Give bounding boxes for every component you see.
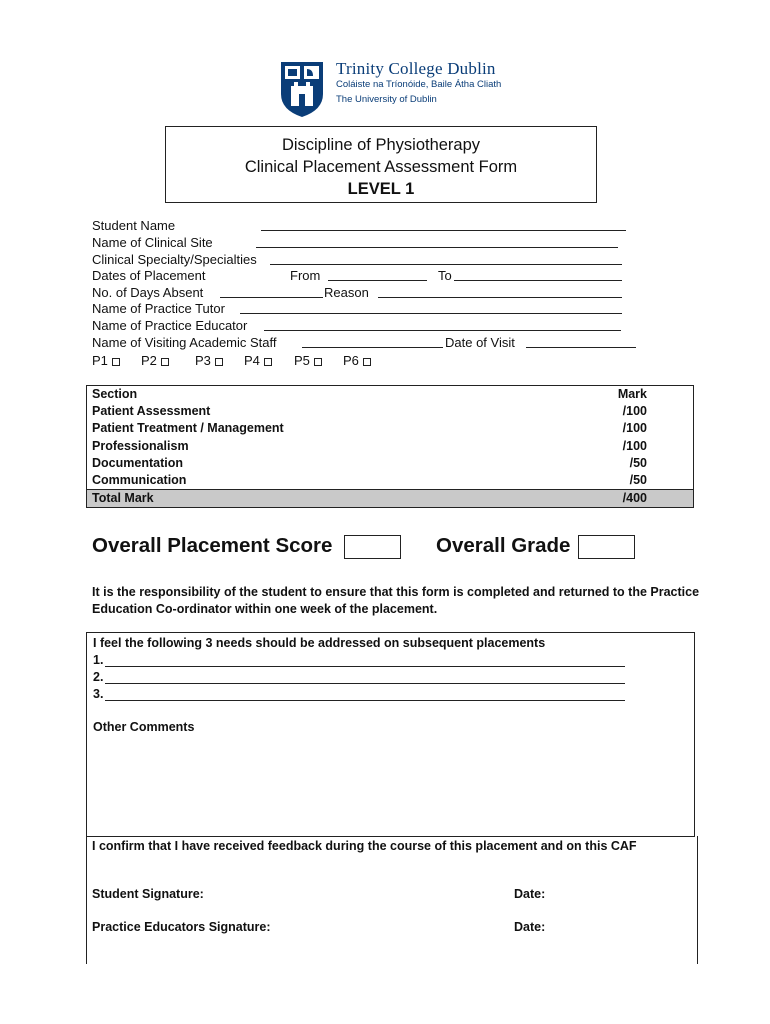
left-border-line xyxy=(86,836,87,964)
to-line[interactable] xyxy=(454,280,622,281)
p3-checkbox[interactable] xyxy=(215,358,223,366)
table-row xyxy=(87,438,693,455)
reason-label: Reason xyxy=(324,285,369,300)
clinical-site-line[interactable] xyxy=(256,247,618,248)
p4-checkbox[interactable] xyxy=(264,358,272,366)
logo-university: The University of Dublin xyxy=(336,94,437,105)
clinical-site-field[interactable] xyxy=(92,235,213,251)
from-label: From xyxy=(290,268,321,283)
form-title-box xyxy=(165,126,597,203)
feedback-confirmation: I confirm that I have received feedback during the course of this placement and on this CAF xyxy=(92,839,637,853)
total-row xyxy=(87,489,693,507)
responsibility-notice: It is the responsibility of the student to ensure that this form is completed and returned to the Practice Education Co-ordinator within one week of the placement. xyxy=(92,585,700,616)
practice-tutor-line[interactable] xyxy=(240,313,622,314)
clinical-site-label: Name of Clinical Site xyxy=(92,235,213,250)
need-number: 2. xyxy=(93,670,104,684)
logo-title: Trinity College Dublin xyxy=(336,59,496,78)
p5-checkbox[interactable] xyxy=(314,358,322,366)
right-border-line xyxy=(697,836,698,964)
needs-heading: I feel the following 3 needs should be addressed on subsequent placements xyxy=(93,636,546,650)
need-2-line[interactable] xyxy=(105,683,625,684)
to-label: To xyxy=(438,268,452,283)
section-mark[interactable]: /100 xyxy=(622,421,647,436)
specialty-line[interactable] xyxy=(270,264,622,265)
student-name-line[interactable] xyxy=(261,230,626,231)
table-row xyxy=(87,403,693,420)
placement-p2[interactable]: P2 xyxy=(141,353,169,368)
logo-irish-name: Coláiste na Tríonóide, Baile Átha Cliath xyxy=(336,79,502,90)
visiting-staff-line[interactable] xyxy=(302,347,443,348)
practice-educator-line[interactable] xyxy=(264,330,621,331)
placement-p6[interactable]: P6 xyxy=(343,353,371,368)
college-crest-logo xyxy=(279,60,325,118)
section-name: Patient Treatment / Management xyxy=(92,421,284,436)
overall-score-box[interactable] xyxy=(344,535,401,559)
educator-date-label[interactable]: Date: xyxy=(514,920,546,934)
total-mark[interactable]: /400 xyxy=(622,491,647,506)
marks-header-row xyxy=(87,386,693,403)
student-signature-label[interactable]: Student Signature: xyxy=(92,887,204,901)
practice-tutor-label: Name of Practice Tutor xyxy=(92,301,225,316)
need-3-line[interactable] xyxy=(105,700,625,701)
specialty-field[interactable] xyxy=(92,252,257,268)
practice-tutor-field[interactable] xyxy=(92,301,225,317)
mark-header: Mark xyxy=(617,387,647,401)
table-row xyxy=(87,420,693,437)
p2-checkbox[interactable] xyxy=(161,358,169,366)
educator-signature-label[interactable]: Practice Educators Signature: xyxy=(92,920,271,934)
section-mark[interactable]: /100 xyxy=(622,438,647,453)
need-number: 1. xyxy=(93,653,104,667)
need-number: 3. xyxy=(93,687,104,701)
days-absent-line[interactable] xyxy=(220,297,323,298)
section-mark[interactable]: /50 xyxy=(629,472,647,487)
overall-score-label: Overall Placement Score xyxy=(92,534,333,557)
placement-p1[interactable]: P1 xyxy=(92,353,120,368)
p6-checkbox[interactable] xyxy=(363,358,371,366)
overall-grade-label: Overall Grade xyxy=(436,534,571,557)
total-label: Total Mark xyxy=(92,491,154,506)
student-name-label: Student Name xyxy=(92,218,176,233)
date-of-visit-label: Date of Visit xyxy=(445,335,515,350)
discipline-title: Discipline of Physiotherapy xyxy=(281,136,481,154)
specialty-label: Clinical Specialty/Specialties xyxy=(92,252,257,267)
section-header: Section xyxy=(92,387,138,401)
level-label: LEVEL 1 xyxy=(347,180,415,198)
reason-line[interactable] xyxy=(378,297,622,298)
from-line[interactable] xyxy=(328,280,427,281)
overall-grade-box[interactable] xyxy=(578,535,635,559)
placement-p5[interactable]: P5 xyxy=(294,353,322,368)
date-of-visit-line[interactable] xyxy=(526,347,636,348)
section-name: Patient Assessment xyxy=(92,404,211,419)
visiting-staff-label: Name of Visiting Academic Staff xyxy=(92,335,277,350)
section-name: Professionalism xyxy=(92,438,189,453)
p1-checkbox[interactable] xyxy=(112,358,120,366)
table-row xyxy=(87,455,693,472)
section-mark[interactable]: /100 xyxy=(622,404,647,419)
dates-label: Dates of Placement xyxy=(92,268,206,283)
days-absent-field[interactable] xyxy=(92,285,369,301)
placement-p3[interactable]: P3 xyxy=(195,353,223,368)
needs-box xyxy=(86,632,695,837)
placement-p4[interactable]: P4 xyxy=(244,353,272,368)
other-comments-label: Other Comments xyxy=(93,720,195,734)
visiting-staff-field[interactable] xyxy=(92,335,515,351)
student-name-field[interactable] xyxy=(92,218,175,234)
form-title: Clinical Placement Assessment Form xyxy=(244,158,518,176)
marks-table xyxy=(86,385,694,508)
dates-field[interactable] xyxy=(92,268,452,284)
need-1-line[interactable] xyxy=(105,666,625,667)
practice-educator-label: Name of Practice Educator xyxy=(92,318,248,333)
days-absent-label: No. of Days Absent xyxy=(92,285,204,300)
table-row xyxy=(87,472,693,489)
section-name: Communication xyxy=(92,472,187,487)
student-date-label[interactable]: Date: xyxy=(514,887,546,901)
section-mark[interactable]: /50 xyxy=(629,455,647,470)
practice-educator-field[interactable] xyxy=(92,318,247,334)
section-name: Documentation xyxy=(92,455,183,470)
